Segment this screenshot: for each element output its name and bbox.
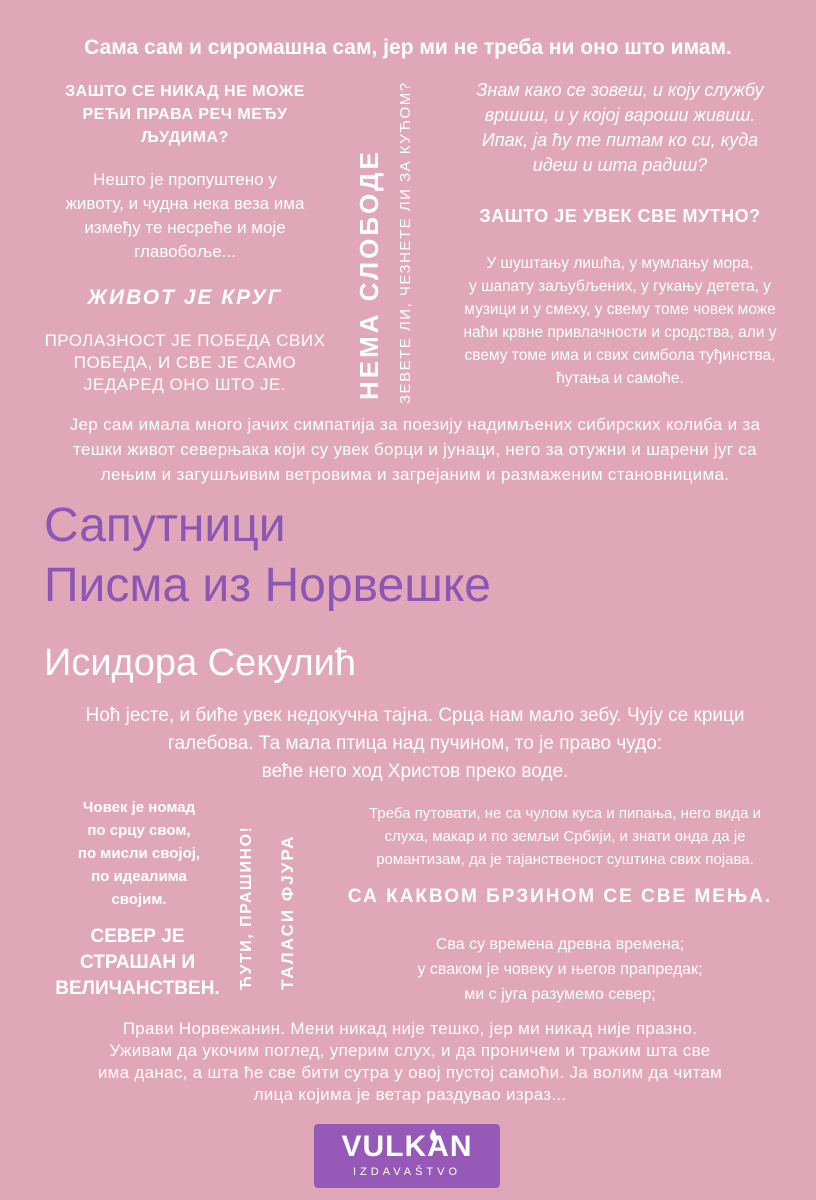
travel-line: слуха, макар и по земљи Србији, и знати онда да је xyxy=(384,828,746,845)
night-line: галебова. Та мала птица над пучином, то је право чудо: xyxy=(167,733,663,754)
nomad-text xyxy=(50,796,228,911)
norwegian-line: лица којима је ветар раздувао израз... xyxy=(253,1085,567,1104)
left-question-body xyxy=(50,168,320,264)
silence-vertical: ЋУТИ, ПРАШИНО! xyxy=(238,825,255,990)
murmur-line: У шуштању лишћа, у мумлању мора, xyxy=(486,255,754,272)
top-quote: Сама сам и сиромашна сам, јер ми не треба ни оно што имам. xyxy=(84,36,732,59)
sympathy-line: Јер сам имала много јачих симпатија за поезију надимљених сибирских колиба и за xyxy=(69,415,761,434)
nomad-line: Човек је номад xyxy=(82,799,196,816)
nomad-line: својим. xyxy=(111,891,167,908)
transience-text xyxy=(40,330,330,396)
norwegian-text xyxy=(40,1018,780,1106)
left-question-heading xyxy=(45,80,325,149)
murmur-text xyxy=(440,252,800,390)
murmur-line: свему томе има и свих симбола туђинства, xyxy=(464,347,776,364)
sympathy-text xyxy=(40,412,790,487)
travel-line: Треба путовати, не са чулом куса и пипања, него вида и xyxy=(369,805,761,822)
ancient-line: Сва су времена древна времена; xyxy=(435,936,685,953)
know-name-line: идеш и шта радиш? xyxy=(532,155,708,175)
heading-line: РЕЋИ ПРАВА РЕЧ МЕЂУ xyxy=(82,106,288,123)
murmur-line: ћутања и самоће. xyxy=(556,370,684,387)
murmur-line: наћи крвне привлачности и сродства, али у xyxy=(463,324,777,341)
body-line: између те несреће и моје xyxy=(84,218,286,237)
night-text xyxy=(40,702,790,786)
sympathy-line: лењим и загушљивим ветровима и загрејаним и размаженим становницима. xyxy=(100,465,730,484)
publisher-name: VULKAN xyxy=(341,1130,473,1163)
north-line: ВЕЛИЧАНСТВЕН. xyxy=(55,978,220,999)
body-line: главобоље... xyxy=(134,242,236,261)
publisher-logo xyxy=(314,1124,500,1188)
transience-line: ПРОЛАЗНОСТ ЈЕ ПОБЕДА СВИХ xyxy=(44,331,326,350)
know-name-text xyxy=(450,78,790,178)
nomad-line: по мисли својој, xyxy=(77,845,201,862)
north-line: СЕВЕР ЈЕ xyxy=(90,926,185,947)
transience-line: ЈЕДАРЕД ОНО ШТО ЈЕ. xyxy=(83,375,287,394)
publisher-sub: IZDAVAŠTVO xyxy=(352,1166,462,1178)
book-author: Исидора Секулић xyxy=(44,642,356,684)
travel-line: романтизам, да је тајанственост суштина свих појава. xyxy=(376,851,754,868)
ancient-line: ми с југа разумемо север; xyxy=(464,986,656,1003)
know-name-line: Ипак, ја ћу те питам ко си, куда xyxy=(481,130,759,150)
book-title-line-1: Сапутници xyxy=(44,499,286,552)
waves-fjord-vertical: ТАЛАСИ ФЈУРА xyxy=(278,834,297,990)
north-great-heading xyxy=(30,924,245,1002)
yawn-question-vertical: ЗЕВЕТЕ ЛИ, ЧЕЗНЕТЕ ЛИ ЗА КУЋОМ? xyxy=(397,81,414,404)
murmur-line: музици и у смеху, у свему томе човек може xyxy=(464,301,776,318)
ancient-text xyxy=(350,932,770,1007)
transience-line: ПОБЕДА, И СВЕ ЈЕ САМО xyxy=(73,353,297,372)
night-line: Ноћ јесте, и биће увек недокучна тајна. Срца нам мало зебу. Чују се крици xyxy=(85,705,745,726)
book-title-line-2: Писма из Норвешке xyxy=(44,559,491,612)
norwegian-line: Прави Норвежанин. Мени никад није тешко, јер ми никад није празно. xyxy=(122,1019,698,1038)
murmur-line: у шапату заљубљених, у гукању детета, у xyxy=(469,278,771,295)
north-line: СТРАШАН И xyxy=(79,952,196,973)
nomad-line: по идеалима xyxy=(91,868,187,885)
why-murky-heading: ЗАШТО ЈЕ УВЕК СВЕ МУТНО? xyxy=(479,206,761,226)
body-line: животу, и чудна нека веза има xyxy=(65,194,305,213)
heading-line: ЉУДИМА? xyxy=(141,129,229,146)
heading-line: ЗАШТО СЕ НИКАД НЕ МОЖЕ xyxy=(65,83,305,100)
know-name-line: вршиш, и у којој вароши живиш. xyxy=(484,105,756,125)
ancient-line: у сваком је човеку и његов прапредак; xyxy=(417,961,703,978)
norwegian-line: има данас, а шта ће све бити сутра у овој пустој самоћи. Ја волим да читам xyxy=(97,1063,723,1082)
body-line: Нешто је пропуштено у xyxy=(93,170,277,189)
life-circle-heading: ЖИВОТ ЈЕ КРУГ xyxy=(87,286,283,309)
how-fast-heading: СА КАКВОМ БРЗИНОМ СЕ СВЕ МЕЊА. xyxy=(347,886,773,907)
sympathy-line: тешки живот северњака који су увек борци и јунаци, него за отужни и шарени југ са xyxy=(73,440,757,459)
no-freedom-vertical: НЕМА СЛОБОДЕ xyxy=(354,149,384,400)
know-name-line: Знам како се зовеш, и коју службу xyxy=(476,80,764,100)
norwegian-line: Уживам да укочим поглед, уперим слух, и да проничем и тражим шта све xyxy=(109,1041,711,1060)
travel-text xyxy=(330,802,800,871)
nomad-line: по срцу свом, xyxy=(87,822,191,839)
night-line: веће него ход Христов преко воде. xyxy=(261,761,569,782)
